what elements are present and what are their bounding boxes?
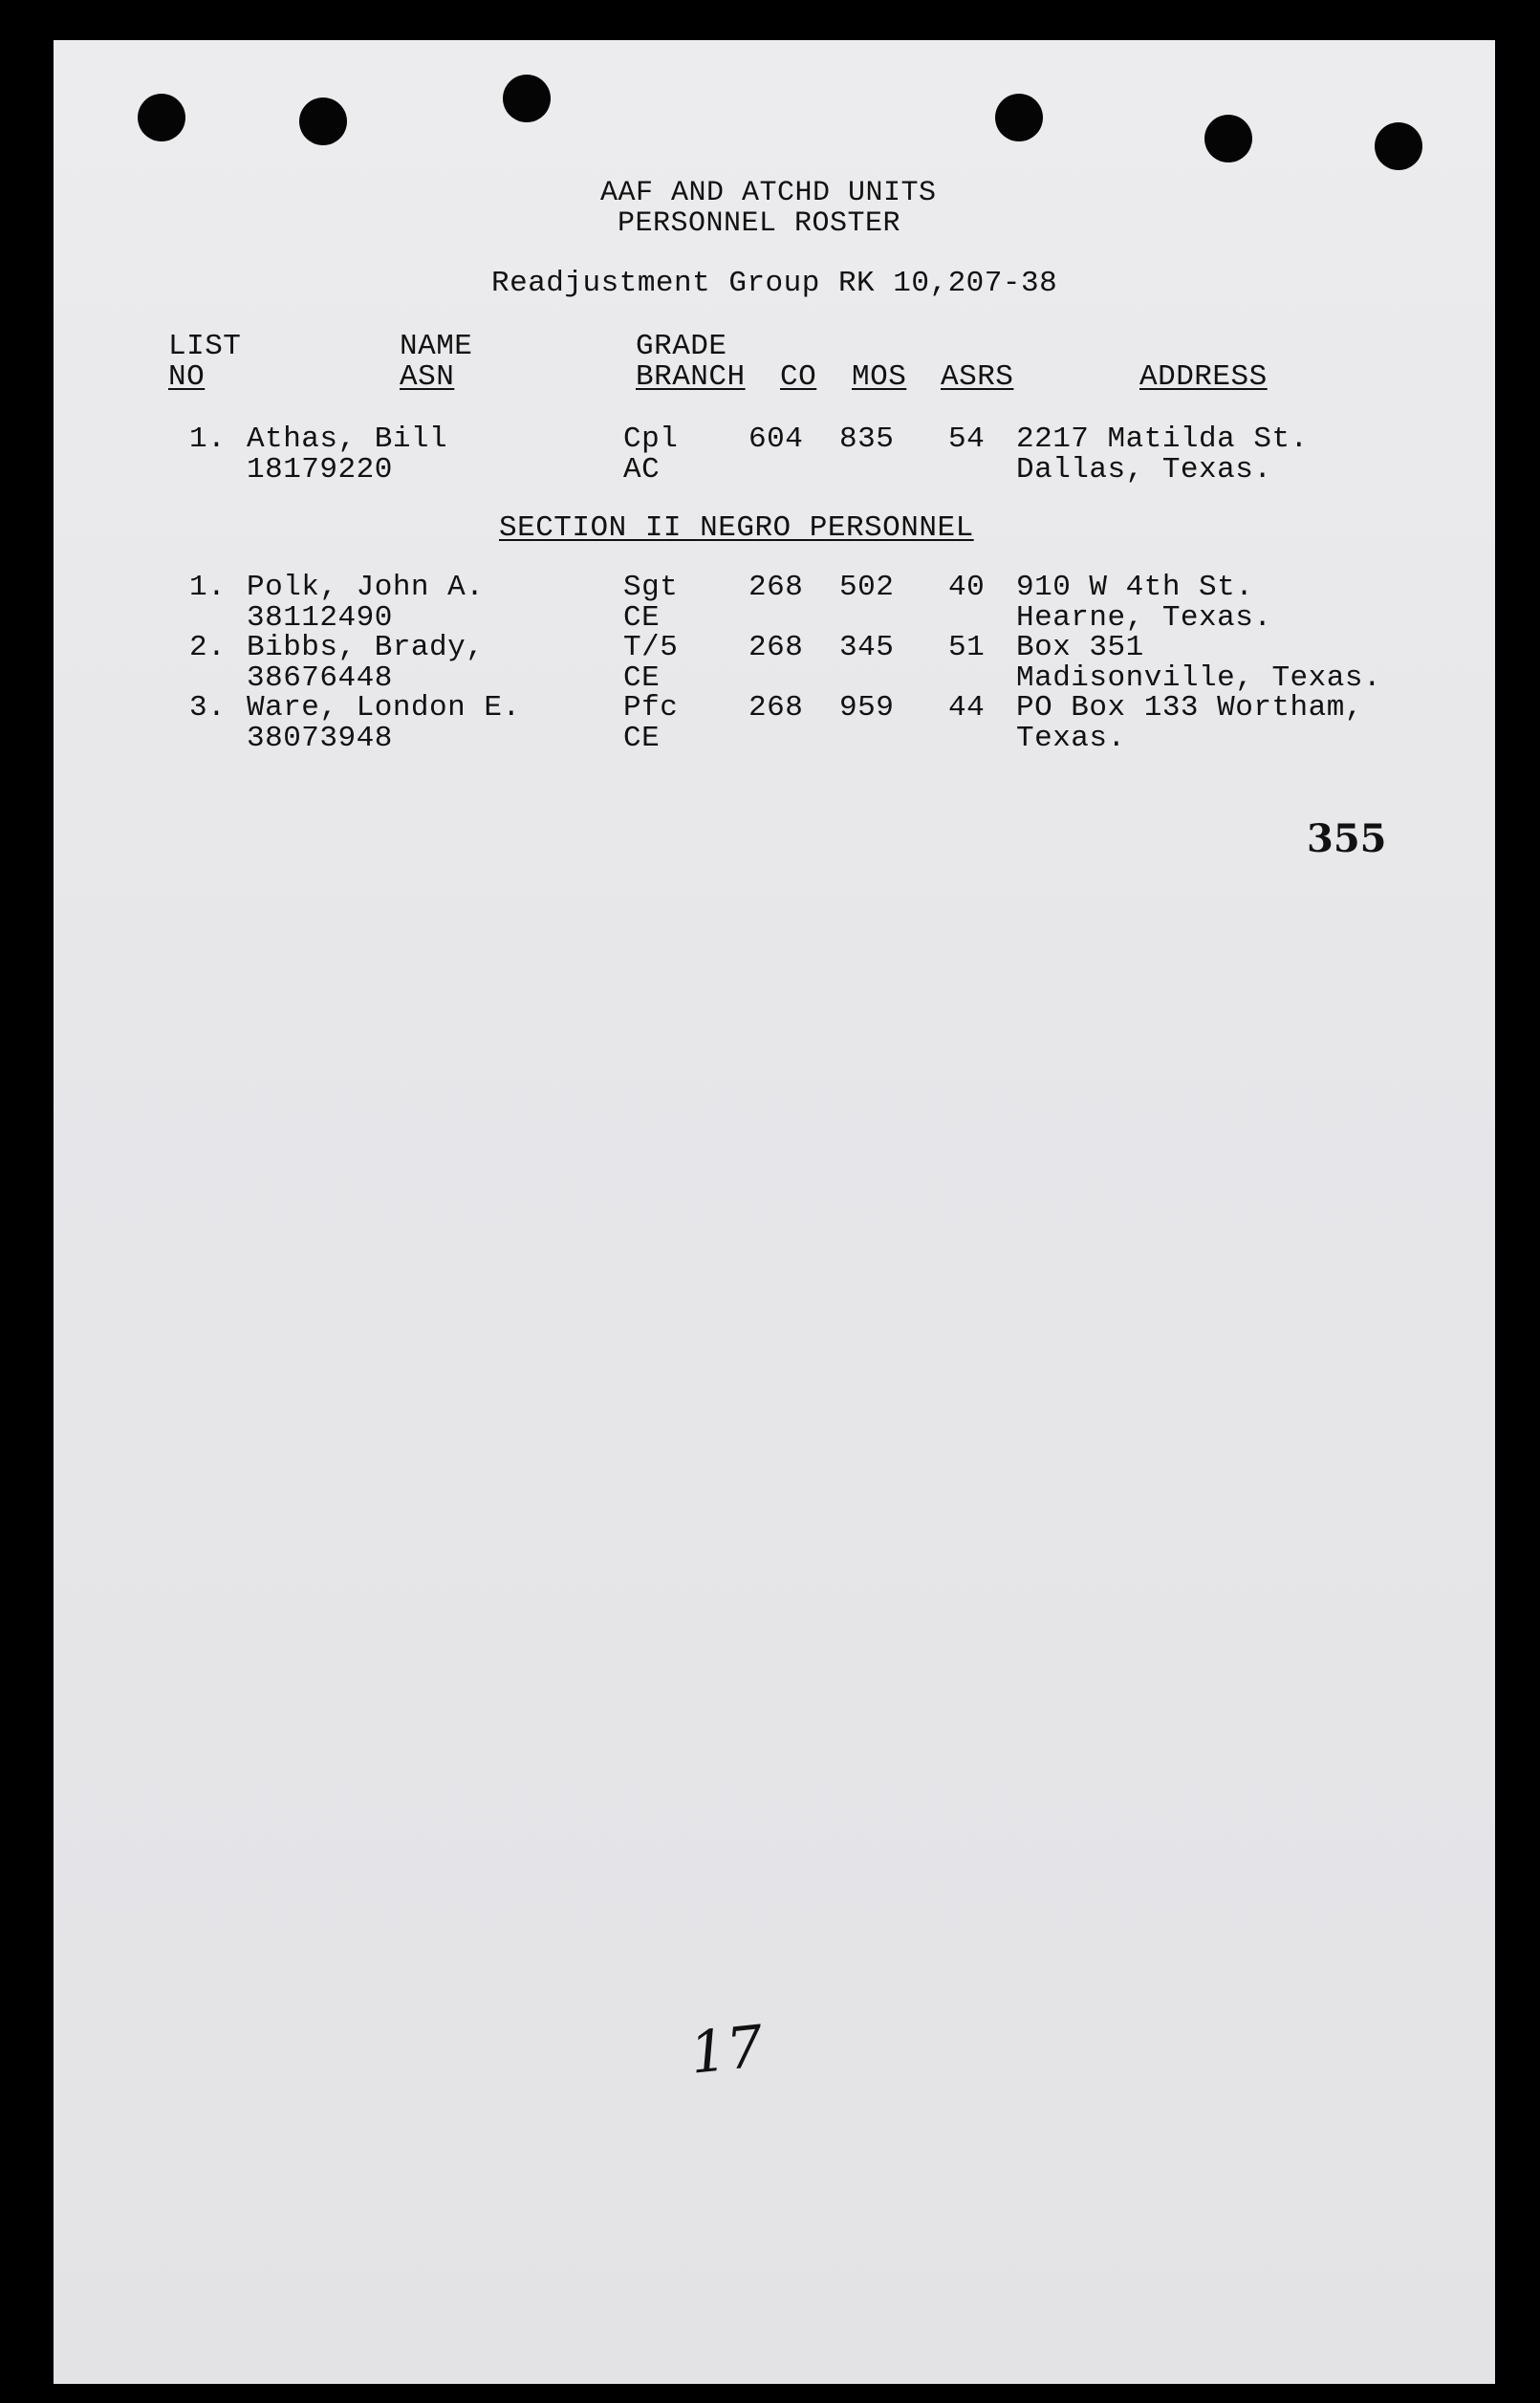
col-asrs: ASRS	[941, 360, 1014, 394]
col-address: ADDRESS	[1139, 360, 1268, 394]
entry-asn: 38073948	[247, 722, 393, 755]
col-name: NAME	[400, 330, 473, 363]
col-asn: ASN	[400, 360, 455, 394]
entry-branch: CE	[623, 661, 661, 695]
entry-grade: Pfc	[623, 691, 679, 725]
entry-name: Bibbs, Brady,	[247, 631, 485, 664]
entry-address-line2: Hearne, Texas.	[1016, 601, 1272, 635]
entry-branch: CE	[623, 722, 661, 755]
handwritten-number: 17	[686, 2013, 767, 2088]
entry-co: 268	[748, 631, 804, 664]
entry-co: 268	[748, 571, 804, 604]
entry-branch: AC	[623, 453, 661, 487]
entry-name: Polk, John A.	[247, 571, 485, 604]
roster-heading-line1: AAF AND ATCHD UNITS	[600, 177, 937, 209]
document-page	[54, 40, 1495, 2384]
entry-grade: T/5	[623, 631, 679, 664]
col-branch: BRANCH	[636, 360, 746, 394]
entry-address-line2: Texas.	[1016, 722, 1126, 755]
col-co: CO	[780, 360, 817, 394]
entry-asrs: 51	[948, 631, 986, 664]
entry-mos: 345	[839, 631, 895, 664]
punch-hole	[299, 97, 347, 145]
entry-mos: 502	[839, 571, 895, 604]
punch-hole	[138, 94, 185, 141]
entry-mos: 959	[839, 691, 895, 725]
readjustment-group: Readjustment Group RK 10,207-38	[491, 267, 1058, 300]
entry-address-line1: 910 W 4th St.	[1016, 571, 1254, 604]
entry-name: Athas, Bill	[247, 422, 448, 456]
entry-grade: Cpl	[623, 422, 679, 456]
entry-branch: CE	[623, 601, 661, 635]
entry-address-line1: Box 351	[1016, 631, 1144, 664]
section-title: SECTION II NEGRO PERSONNEL	[499, 511, 974, 545]
entry-no: 1.	[189, 571, 227, 604]
entry-asrs: 44	[948, 691, 986, 725]
punch-hole	[503, 75, 551, 122]
entry-asn: 38112490	[247, 601, 393, 635]
entry-mos: 835	[839, 422, 895, 456]
roster-heading-line2: PERSONNEL ROSTER	[618, 207, 901, 240]
entry-no: 1.	[189, 422, 227, 456]
col-list: LIST	[168, 330, 242, 363]
entry-asn: 38676448	[247, 661, 393, 695]
entry-asrs: 54	[948, 422, 986, 456]
col-no: NO	[168, 360, 206, 394]
entry-co: 604	[748, 422, 804, 456]
entry-no: 2.	[189, 631, 227, 664]
entry-grade: Sgt	[623, 571, 679, 604]
entry-address-line1: 2217 Matilda St.	[1016, 422, 1309, 456]
punch-hole	[1204, 115, 1252, 162]
entry-address-line2: Dallas, Texas.	[1016, 453, 1272, 487]
entry-co: 268	[748, 691, 804, 725]
col-grade: GRADE	[636, 330, 727, 363]
punch-hole	[1375, 122, 1422, 170]
entry-address-line2: Madisonville, Texas.	[1016, 661, 1382, 695]
entry-name: Ware, London E.	[247, 691, 521, 725]
entry-no: 3.	[189, 691, 227, 725]
entry-asrs: 40	[948, 571, 986, 604]
page-number: 355	[1307, 816, 1387, 861]
entry-address-line1: PO Box 133 Wortham,	[1016, 691, 1363, 725]
col-mos: MOS	[852, 360, 907, 394]
entry-asn: 18179220	[247, 453, 393, 487]
punch-hole	[995, 94, 1043, 141]
